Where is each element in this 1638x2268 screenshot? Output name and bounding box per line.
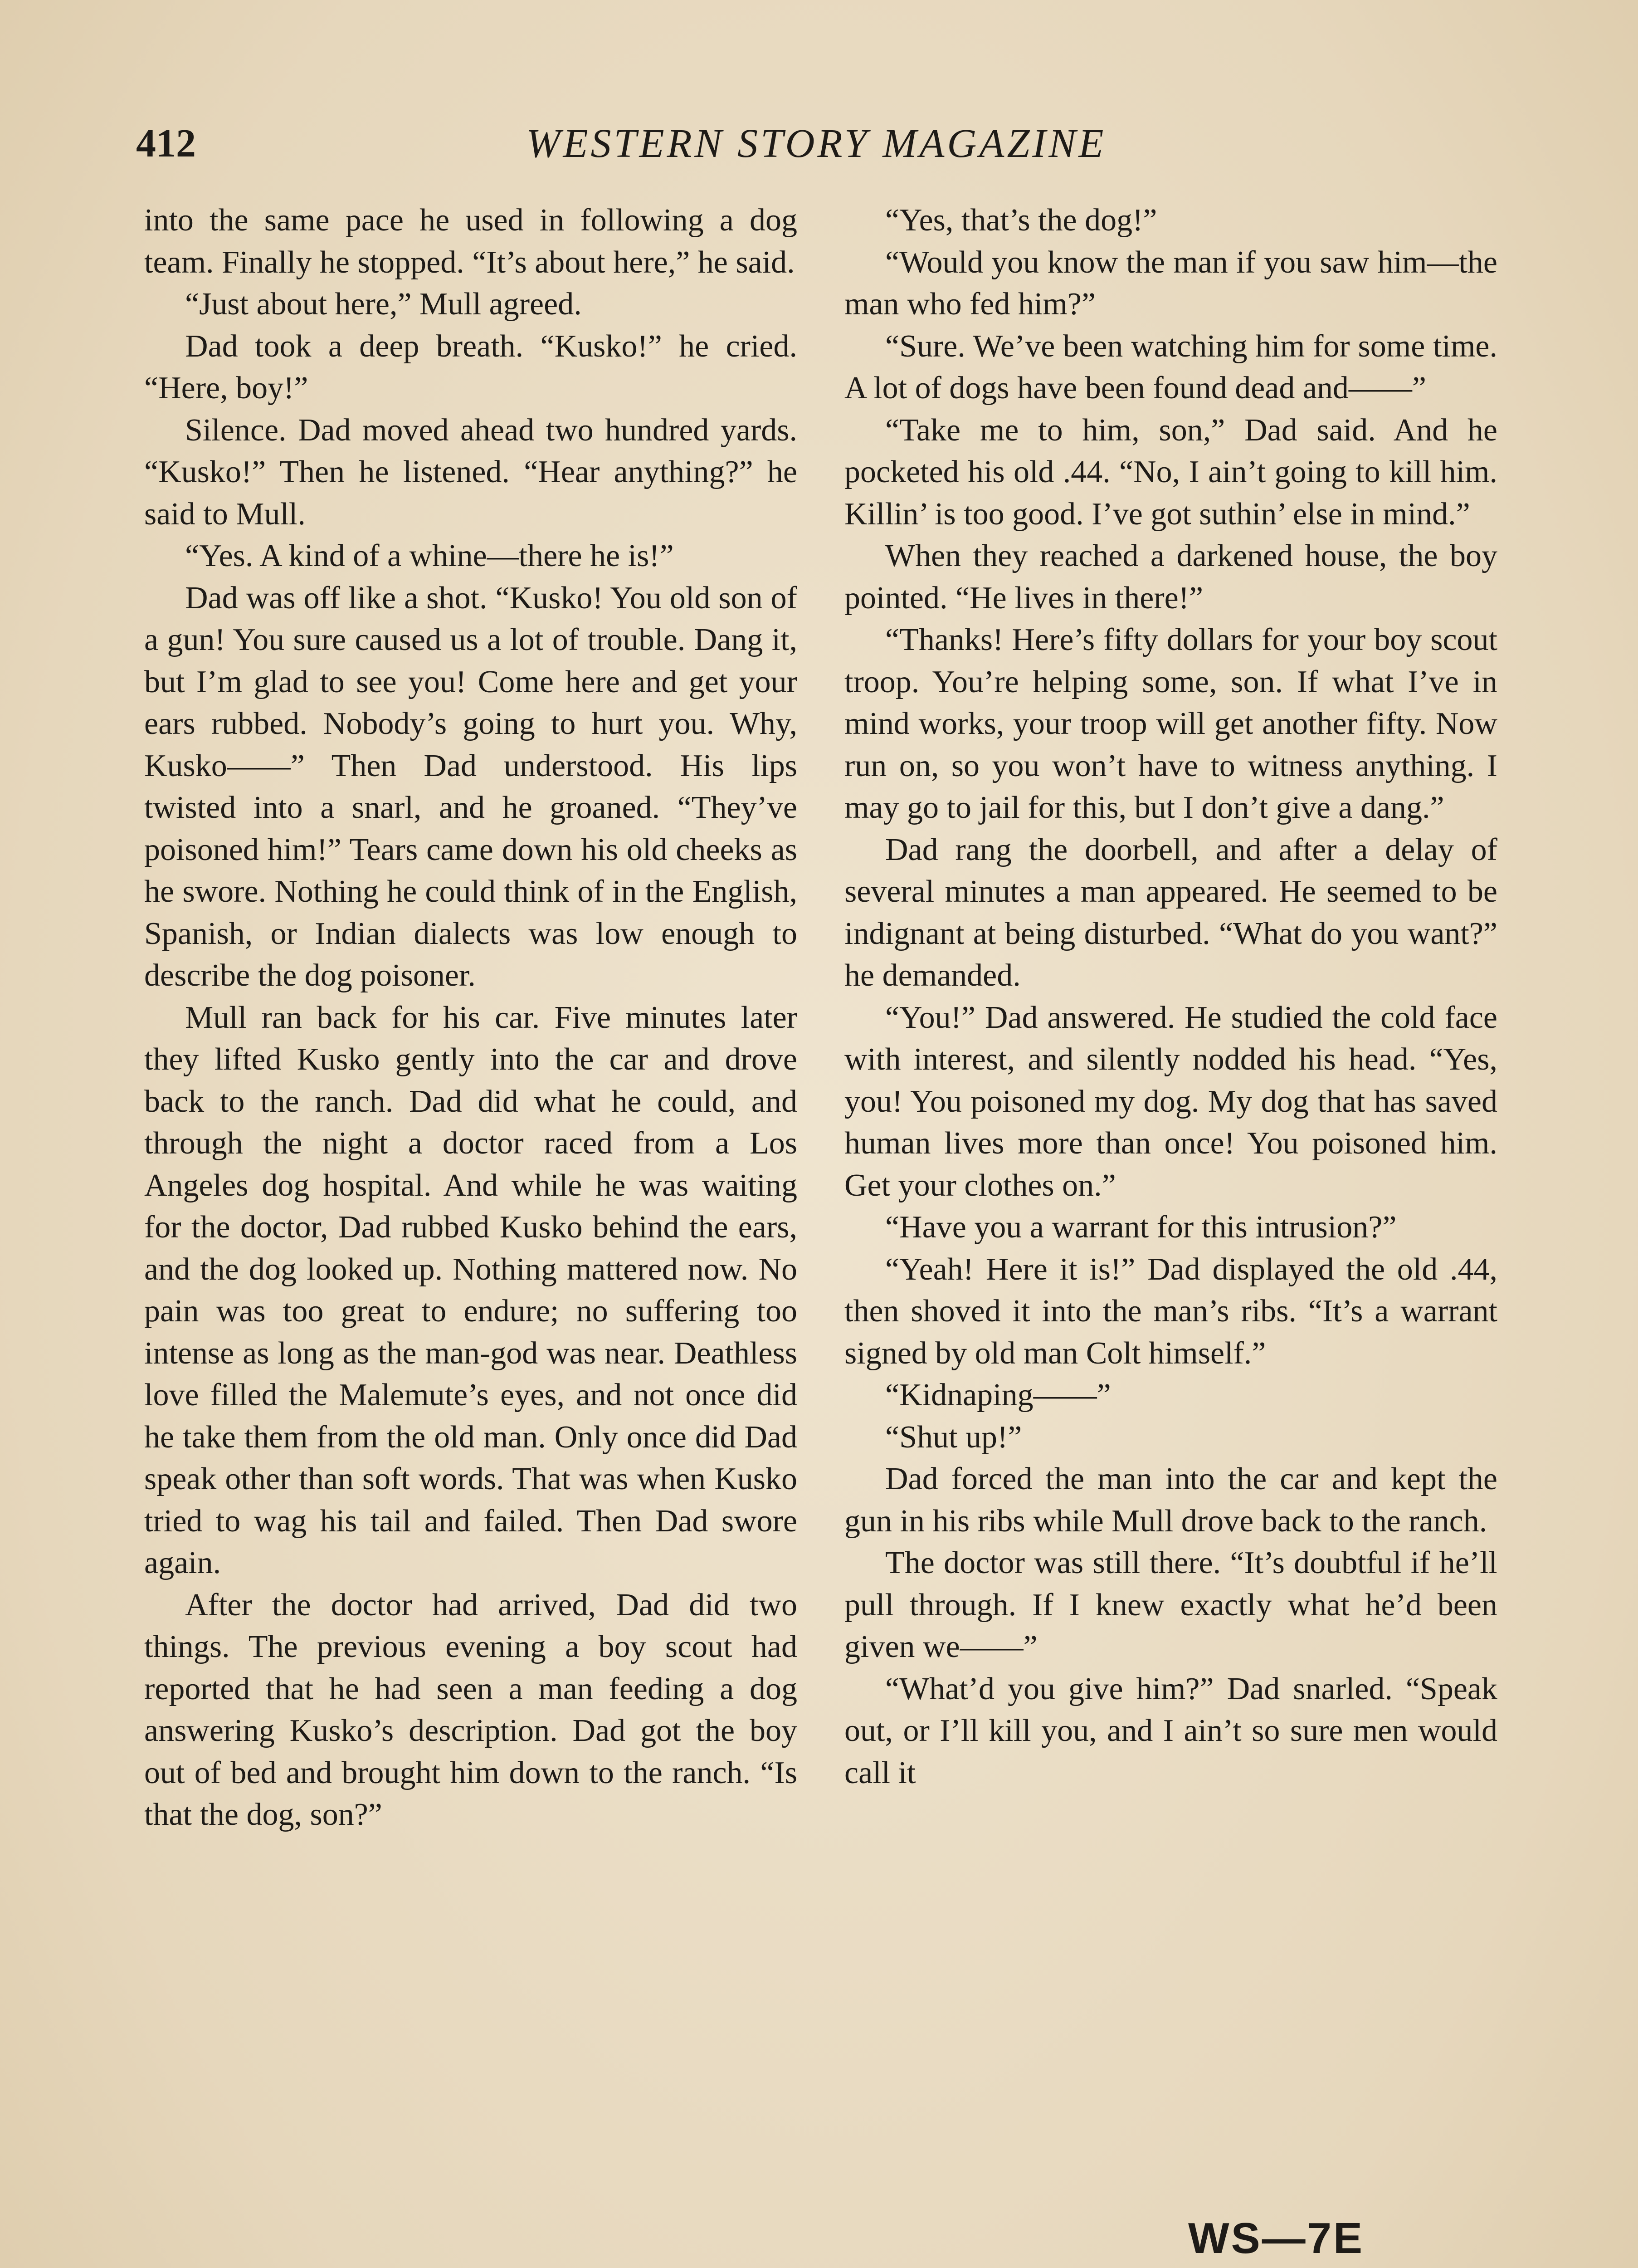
paragraph: When they reached a darkened house, the boy pointed. “He lives in there!” [844, 538, 1497, 616]
left-column [144, 200, 797, 1836]
paragraph: After the doctor had arrived, Dad did two things. The previous evening a boy scout had reported that he had seen a man feeding a dog answering Kusko’s description. Dad got the boy out of bed and brought him down to the ranch. “Is that the dog, son?” [144, 1587, 797, 1832]
paragraph: “Shut up!” [885, 1419, 1022, 1455]
paragraph: Silence. Dad moved ahead two hundred yards. “Kusko!” Then he listened. “Hear anything?” he said to Mull. [144, 412, 797, 532]
paragraph: “Sure. We’ve been watching him for some time. A lot of dogs have been found dead and——” [844, 328, 1497, 406]
paragraph: “Would you know the man if you saw him—the man who fed him?” [844, 244, 1497, 322]
paragraph: Dad rang the doorbell, and after a delay of several minutes a man appeared. He seemed to be indignant at being disturbed. “What do you want?” he demanded. [844, 832, 1497, 993]
paragraph: “Just about here,” Mull agreed. [185, 287, 582, 322]
signature-mark: WS—7E [1188, 2214, 1365, 2263]
right-column [844, 200, 1497, 1794]
paragraph: “Yes. A kind of a whine—there he is!” [185, 538, 674, 573]
page-number: 412 [136, 122, 196, 166]
paragraph: Dad forced the man into the car and kept the gun in his ribs while Mull drove back to the ranch. [844, 1461, 1497, 1539]
paragraph: The doctor was still there. “It’s doubtful if he’ll pull through. If I knew exactly what he’d been given we——” [844, 1545, 1497, 1664]
paragraph: “What’d you give him?” Dad snarled. “Speak out, or I’ll kill you, and I ain’t so sure men would call it [844, 1671, 1497, 1790]
page-header [136, 119, 1497, 169]
paragraph: “Take me to him, son,” Dad said. And he pocketed his old .44. “No, I ain’t going to kill him. Killin’ is too good. I’ve got suthin’ else in mind.” [844, 412, 1497, 532]
paragraph: Mull ran back for his car. Five minutes later they lifted Kusko gently into the car and drove back to the ranch. Dad did what he could, and through the night a doctor raced from a Los Angeles dog hospital. And while he was waiting for the doctor, Dad rubbed Kusko behind the ears, and the dog looked up. Nothing mattered now. No pain was too great to endure; no suffering too intense as long as the man-god was near. Deathless love filled the Malemute’s eyes, and not once did he take them from the old man. Only once did Dad speak other than soft words. That was when Kusko tried to wag his tail and failed. Then Dad swore again. [144, 1000, 797, 1580]
paragraph: into the same pace he used in following a dog team. Finally he stopped. “It’s about here,” he said. [144, 203, 797, 280]
paragraph: “Thanks! Here’s fifty dollars for your boy scout troop. You’re helping some, son. If what I’ve in mind works, your troop will get another fifty. Now run on, so you won’t have to witness anything. I may go to jail for this, but I don’t give a dang.” [844, 622, 1497, 825]
paragraph: “Have you a warrant for this intrusion?” [885, 1210, 1397, 1245]
paragraph: Dad was off like a shot. “Kusko! You old son of a gun! You sure caused us a lot of trouble. Dang it, but I’m glad to see you! Come here and get your ears rubbed. Nobody’s going to hurt you. Why, Kusko——” Then Dad understood. His lips twisted into a snarl, and he groaned. “They’ve poisoned him!” Tears came down his old cheeks as he swore. Nothing he could think of in the English, Spanish, or Indian dialects was low enough to describe the dog poisoner. [144, 580, 797, 993]
paragraph: “Yes, that’s the dog!” [885, 203, 1157, 238]
paragraph: “Yeah! Here it is!” Dad displayed the old .44, then shoved it into the man’s ribs. “It’s a warrant signed by old man Colt himself.” [844, 1251, 1497, 1371]
paragraph: Dad took a deep breath. “Kusko!” he cried. “Here, boy!” [144, 328, 797, 406]
paragraph: “Kidnaping——” [885, 1378, 1111, 1413]
running-title: WESTERN STORY MAGAZINE [526, 121, 1107, 166]
paragraph: “You!” Dad answered. He studied the cold face with interest, and silently nodded his head. “Yes, you! You poisoned my dog. My dog that has saved human lives more than once! You poisoned him. Get your clothes on.” [844, 1000, 1497, 1203]
